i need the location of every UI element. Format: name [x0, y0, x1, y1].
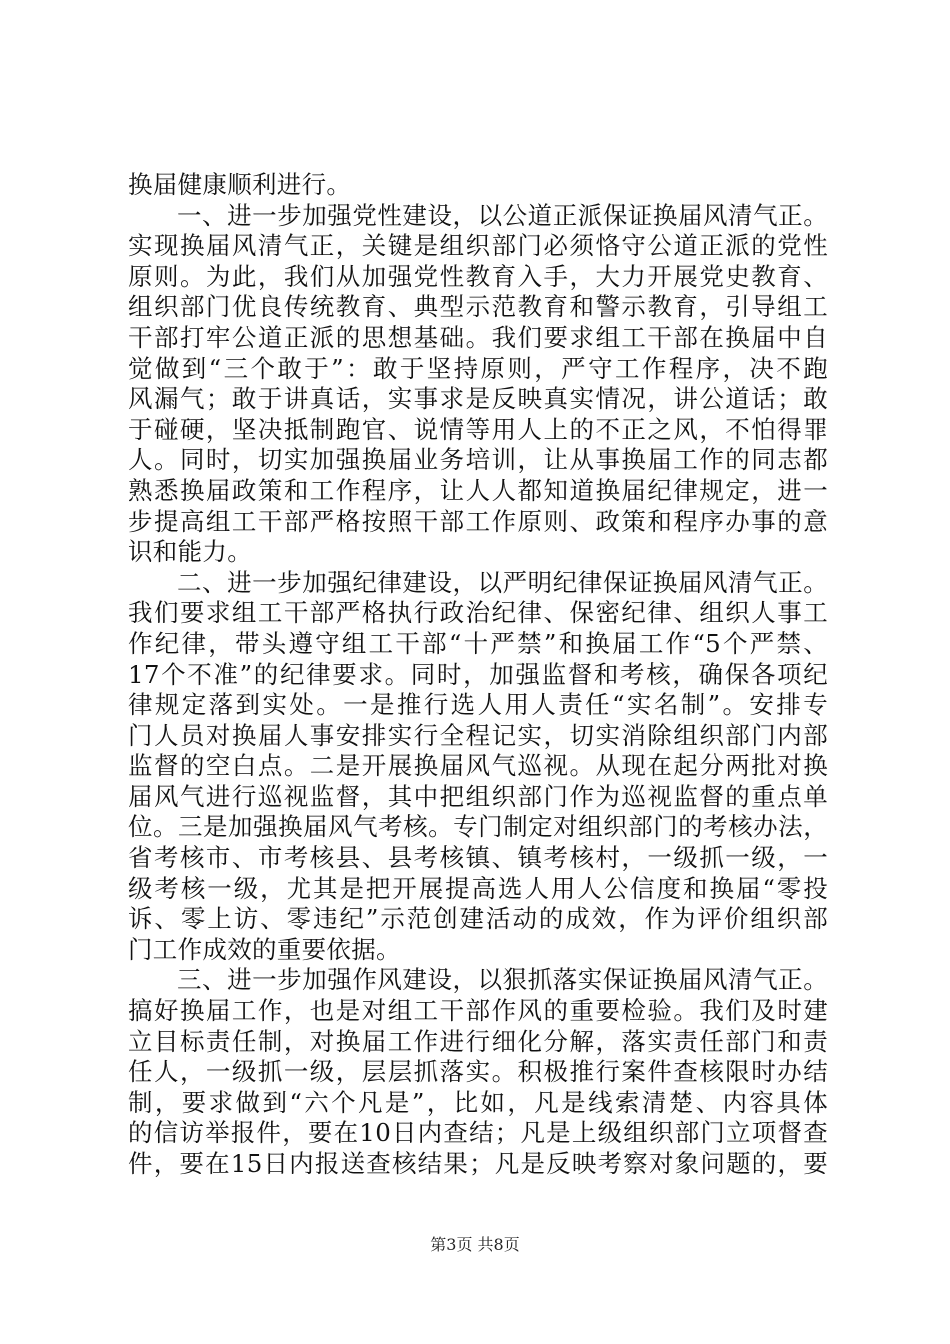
- text-line: 觉做到“三个敢于”：敢于坚持原则，严守工作程序，决不跑: [128, 353, 828, 383]
- text-line: 门工作成效的重要依据。: [128, 934, 401, 964]
- text-line: 任人，一级抓一级，层层抓落实。积极推行案件查核限时办结: [128, 1057, 828, 1087]
- text-line: 制，要求做到“六个凡是”，比如，凡是线索清楚、内容具体: [128, 1087, 828, 1117]
- text-line: 位。三是加强换届风气考核。专门制定对组织部门的考核办法，: [128, 812, 828, 842]
- text-line: 的信访举报件，要在10日内查结；凡是上级组织部门立项督查: [128, 1118, 828, 1148]
- page-number-footer: 第3页 共8页: [430, 1235, 520, 1254]
- text-line: 届风气进行巡视监督，其中把组织部门作为巡视监督的重点单: [128, 781, 828, 811]
- text-line: 熟悉换届政策和工作程序，让人人都知道换届纪律规定，进一: [128, 475, 828, 505]
- text-line: 立目标责任制，对换届工作进行细化分解，落实责任部门和责: [128, 1026, 828, 1056]
- text-line: 风漏气；敢于讲真话，实事求是反映真实情况，讲公道话；敢: [128, 384, 828, 414]
- text-line: 级考核一级，尤其是把开展提高选人用人公信度和换届“零投: [128, 873, 828, 903]
- document-body: [128, 170, 828, 1180]
- text-line: 换届健康顺利进行。: [128, 170, 352, 199]
- text-line: 实现换届风清气正，关键是组织部门必须恪守公道正派的党性: [128, 231, 828, 261]
- text-line: 识和能力。: [128, 537, 252, 567]
- text-line: 律规定落到实处。一是推行选人用人责任“实名制”。安排专: [128, 690, 828, 720]
- text-line: 搞好换届工作，也是对组工干部作风的重要检验。我们及时建: [128, 996, 828, 1026]
- text-line: 作纪律，带头遵守组工干部“十严禁”和换届工作“5个严禁、: [128, 628, 828, 658]
- section-heading-3: 三、进一步加强作风建设，以狠抓落实保证换届风清气正。: [177, 965, 828, 995]
- text-line: 诉、零上访、零违纪”示范创建活动的成效，作为评价组织部: [128, 904, 828, 934]
- text-line: 件，要在15日内报送查核结果；凡是反映考察对象问题的，要: [128, 1149, 828, 1178]
- text-line: 17个不准”的纪律要求。同时，加强监督和考核，确保各项纪: [128, 659, 828, 689]
- section-heading-1: 一、进一步加强党性建设，以公道正派保证换届风清气正。: [177, 200, 828, 230]
- text-line: 组织部门优良传统教育、典型示范教育和警示教育，引导组工: [128, 292, 828, 322]
- text-line: 干部打牢公道正派的思想基础。我们要求组工干部在换届中自: [128, 322, 828, 352]
- text-line: 步提高组工干部严格按照干部工作原则、政策和程序办事的意: [128, 506, 828, 536]
- text-line: 门人员对换届人事安排实行全程记实，切实消除组织部门内部: [128, 720, 828, 750]
- text-line: 原则。为此，我们从加强党性教育入手，大力开展党史教育、: [128, 261, 828, 291]
- text-line: 我们要求组工干部严格执行政治纪律、保密纪律、组织人事工: [128, 598, 828, 628]
- text-line: 人。同时，切实加强换届业务培训，让从事换届工作的同志都: [128, 445, 828, 475]
- text-line: 监督的空白点。二是开展换届风气巡视。从现在起分两批对换: [128, 751, 828, 781]
- section-heading-2: 二、进一步加强纪律建设，以严明纪律保证换届风清气正。: [177, 567, 828, 597]
- text-line: 省考核市、市考核县、县考核镇、镇考核村，一级抓一级，一: [128, 843, 828, 873]
- text-line: 于碰硬，坚决抵制跑官、说情等用人上的不正之风，不怕得罪: [128, 414, 828, 444]
